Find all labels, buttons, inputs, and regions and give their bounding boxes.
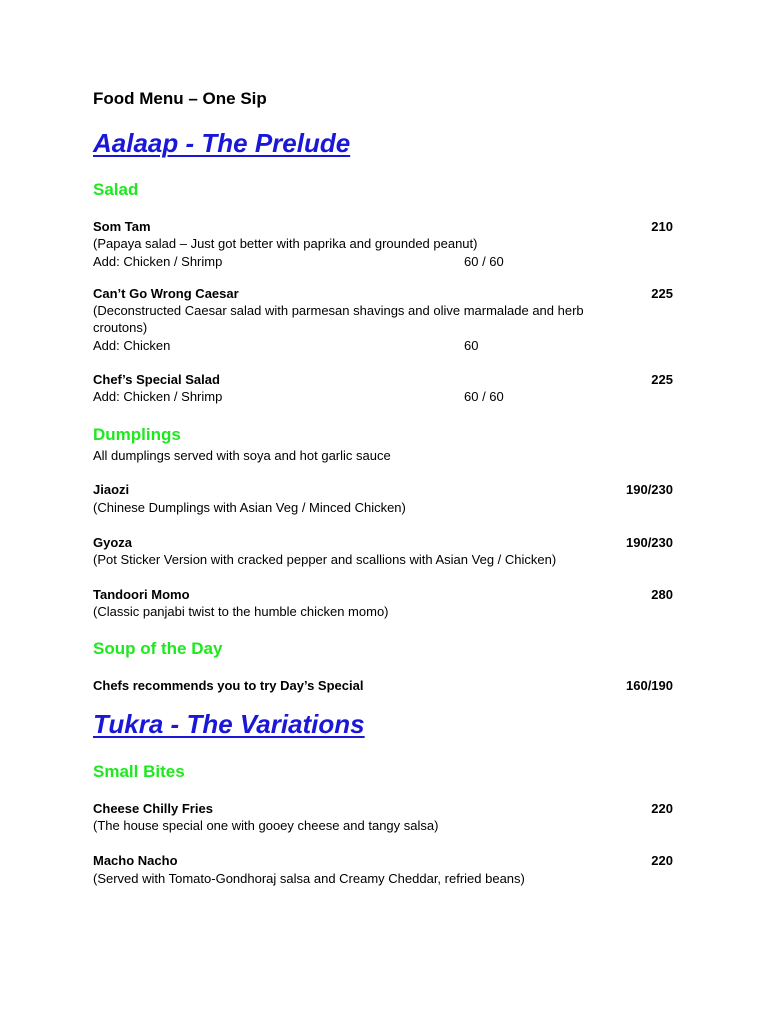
- document-title: Food Menu – One Sip: [93, 89, 267, 108]
- item-desc-caesar-1: (Deconstructed Caesar salad with parmesan shavings and olive marmalade and herb: [93, 303, 584, 318]
- item-name-macho-nacho: Macho Nacho: [93, 853, 178, 868]
- item-desc-som-tam: (Papaya salad – Just got better with paprika and grounded peanut): [93, 236, 478, 251]
- item-desc-macho-nacho: (Served with Tomato-Gondhoraj salsa and Creamy Cheddar, refried beans): [93, 871, 525, 886]
- item-addon-chefs-salad: Add: Chicken / Shrimp: [93, 389, 223, 404]
- section-title-prelude: Aalaap - The Prelude: [93, 128, 351, 158]
- item-price-soup-special: 160/190: [626, 678, 673, 693]
- item-price-jiaozi: 190/230: [626, 482, 673, 497]
- category-title-dumplings: Dumplings: [93, 425, 181, 444]
- item-name-caesar: Can’t Go Wrong Caesar: [93, 286, 239, 301]
- item-price-caesar: 225: [651, 286, 673, 301]
- item-name-cheese-fries: Cheese Chilly Fries: [93, 801, 213, 816]
- item-addon-price-som-tam: 60 / 60: [464, 254, 504, 269]
- item-name-jiaozi: Jiaozi: [93, 482, 130, 497]
- item-name-gyoza: Gyoza: [93, 535, 133, 550]
- item-desc-caesar-2: croutons): [93, 320, 148, 335]
- item-price-gyoza: 190/230: [626, 535, 673, 550]
- item-price-macho-nacho: 220: [651, 853, 673, 868]
- item-desc-gyoza: (Pot Sticker Version with cracked pepper and scallions with Asian Veg / Chicken): [93, 552, 557, 567]
- category-title-soup: Soup of the Day: [93, 639, 223, 658]
- item-addon-price-caesar: 60: [464, 338, 479, 353]
- item-addon-som-tam: Add: Chicken / Shrimp: [93, 254, 223, 269]
- item-name-tandoori-momo: Tandoori Momo: [93, 587, 190, 602]
- item-addon-caesar: Add: Chicken: [93, 338, 171, 353]
- item-desc-jiaozi: (Chinese Dumplings with Asian Veg / Minced Chicken): [93, 500, 406, 515]
- category-title-small-bites: Small Bites: [93, 762, 185, 781]
- item-price-cheese-fries: 220: [651, 801, 673, 816]
- item-name-chefs-salad: Chef’s Special Salad: [93, 372, 220, 387]
- item-price-som-tam: 210: [651, 219, 673, 234]
- section-title-variations: Tukra - The Variations: [93, 709, 365, 739]
- item-name-soup-special: Chefs recommends you to try Day’s Special: [93, 678, 364, 693]
- category-note-dumplings: All dumplings served with soya and hot garlic sauce: [93, 448, 391, 463]
- category-title-salad: Salad: [93, 180, 139, 199]
- item-desc-tandoori-momo: (Classic panjabi twist to the humble chicken momo): [93, 604, 389, 619]
- item-addon-price-chefs-salad: 60 / 60: [464, 389, 504, 404]
- item-name-som-tam: Som Tam: [93, 219, 151, 234]
- item-desc-cheese-fries: (The house special one with gooey cheese and tangy salsa): [93, 818, 439, 833]
- item-price-tandoori-momo: 280: [651, 587, 673, 602]
- item-price-chefs-salad: 225: [651, 372, 673, 387]
